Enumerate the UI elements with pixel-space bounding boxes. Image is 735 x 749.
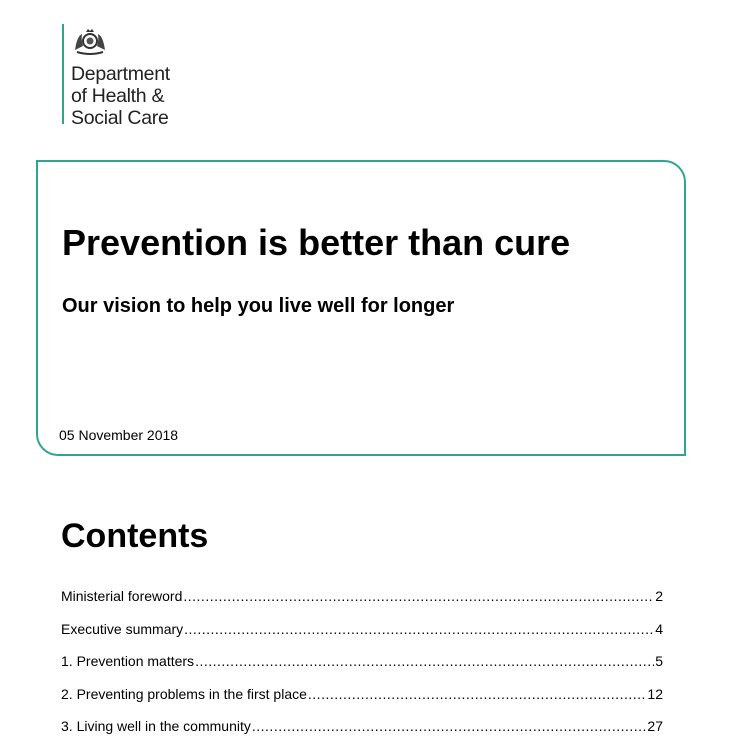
royal-crest-icon (71, 26, 109, 56)
logo-line-3: Social Care (71, 107, 169, 129)
toc-item-label: 3. Living well in the community (61, 718, 251, 734)
toc-item[interactable] (61, 651, 663, 684)
toc-item[interactable] (61, 716, 663, 749)
logo-line-1: Department (71, 63, 170, 85)
toc-item-label: 1. Prevention matters (61, 653, 195, 669)
toc-leader-dots (184, 619, 654, 639)
toc-item-label: 2. Preventing problems in the first place (61, 685, 307, 702)
dhsc-logo (62, 24, 170, 129)
cover-card (36, 160, 686, 456)
toc-leader-dots (252, 716, 647, 736)
toc-item-page: 5 (655, 653, 663, 669)
toc-item[interactable] (61, 684, 663, 717)
toc-item-page: 4 (655, 620, 663, 637)
toc-item-page: 2 (655, 588, 663, 604)
toc-item-page: 12 (647, 685, 663, 702)
toc-item-page: 27 (647, 718, 663, 734)
toc-item[interactable] (61, 619, 663, 652)
toc-item-label: Executive summary (61, 620, 184, 637)
toc-item[interactable] (61, 586, 663, 619)
logo-line-2: of Health & (71, 85, 165, 107)
toc-item-label: Ministerial foreword (61, 588, 183, 604)
toc-leader-dots (308, 684, 647, 704)
contents-heading: Contents (61, 517, 209, 555)
table-of-contents (61, 586, 663, 749)
document-title: Prevention is better than cure (62, 222, 571, 263)
toc-leader-dots (195, 651, 654, 671)
document-subtitle: Our vision to help you live well for longer (62, 295, 455, 317)
toc-leader-dots (183, 586, 654, 606)
publication-date: 05 November 2018 (59, 427, 179, 443)
